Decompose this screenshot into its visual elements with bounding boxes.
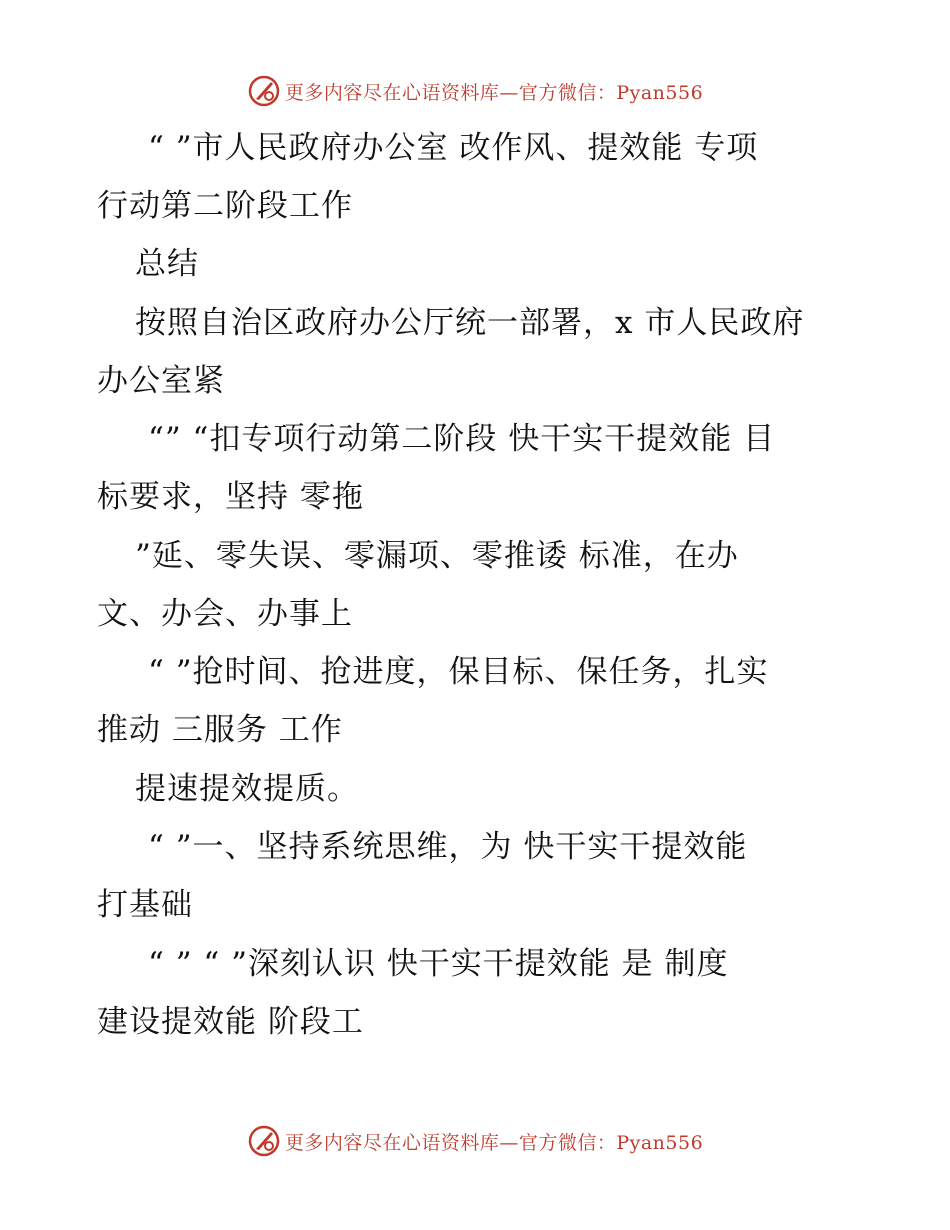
feather-pen-seal-icon (247, 74, 281, 108)
text-line: “” “扣专项行动第二阶段 快干实干提效能 目 (148, 421, 776, 457)
text-line: 文、办会、办事上 (97, 596, 353, 632)
text-line: 行动第二阶段工作 (97, 188, 353, 224)
text-line: 打基础 (97, 887, 193, 923)
header-watermark (0, 71, 950, 111)
feather-pen-seal-icon (247, 1124, 281, 1158)
text-line: “ ”抢时间、抢进度，保目标、保任务，扎实 (148, 654, 769, 690)
text-line: 推动 三服务 工作 (97, 712, 343, 748)
watermark-label: 更多内容尽在心语资料库—官方微信： (284, 81, 617, 104)
watermark-label: 更多内容尽在心语资料库—官方微信： (284, 1131, 617, 1154)
text-line: ”延、零失误、零漏项、零推诿 标准，在办 (135, 538, 739, 574)
watermark-wechat-id: Pyan556 (616, 81, 704, 104)
text-line: “ ” “ ”深刻认识 快干实干提效能 是 制度 (148, 946, 729, 982)
text-line: 提速提效提质。 (135, 771, 359, 807)
watermark-text (285, 78, 703, 105)
watermark-wechat-id: Pyan556 (616, 1131, 704, 1154)
footer-watermark (0, 1121, 950, 1161)
text-line: 按照自治区政府办公厅统一部署，x 市人民政府 (135, 305, 805, 341)
text-line: 标要求，坚持 零拖 (97, 479, 364, 515)
text-line: 总结 (135, 246, 199, 282)
watermark-text (285, 1128, 703, 1155)
text-line: 办公室紧 (97, 363, 225, 399)
text-line: “ ”市人民政府办公室 改作风、提效能 专项 (148, 130, 759, 166)
text-line: “ ”一、坚持系统思维，为 快干实干提效能 (148, 829, 748, 865)
text-line: 建设提效能 阶段工 (97, 1004, 364, 1040)
